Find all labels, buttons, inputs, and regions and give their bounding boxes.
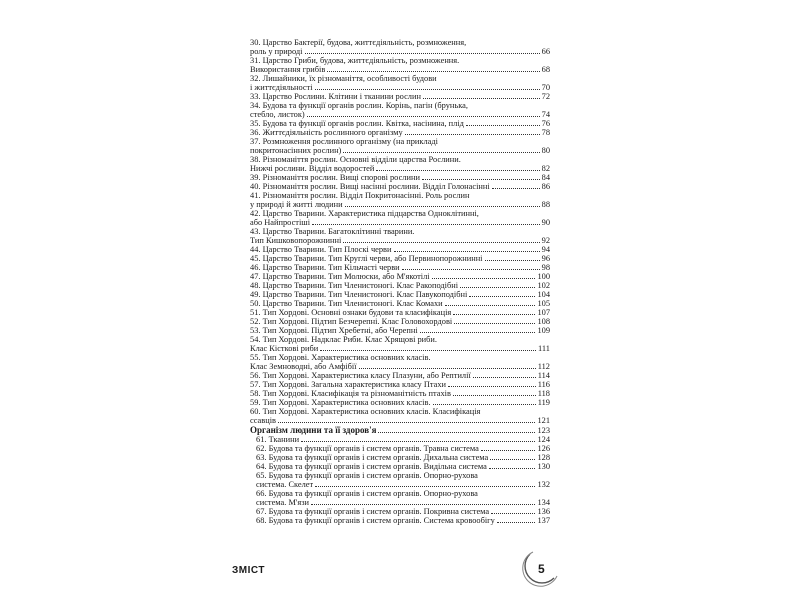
- toc-page-number: 84: [541, 173, 550, 182]
- toc-page-number: 108: [537, 317, 550, 326]
- toc-page-number: 100: [537, 272, 550, 281]
- toc-entry-title: 39. Різноманіття рослин. Вищі спорові рослини: [250, 173, 420, 182]
- page-number: 5: [538, 562, 545, 576]
- toc-page-number: 80: [541, 146, 550, 155]
- toc-page-number: 98: [541, 263, 550, 272]
- toc-page-number: 111: [538, 344, 550, 353]
- toc-entry-title: Використання грибів: [250, 65, 326, 74]
- toc-page-number: 136: [537, 507, 550, 516]
- toc-entry: [250, 299, 550, 308]
- toc-entry-title: 68. Будова та функції органів і систем органів. Система кровообігу: [256, 516, 495, 525]
- toc-entry: [250, 47, 550, 56]
- toc-page-number: 96: [541, 254, 550, 263]
- toc-page-number: 116: [537, 380, 550, 389]
- toc-page-number: 82: [541, 164, 550, 173]
- toc-entry: [250, 308, 550, 317]
- toc-page-number: 70: [541, 83, 550, 92]
- toc-entry-title: 51. Тип Хордові. Основні ознаки будови та класифікація: [250, 308, 452, 317]
- toc-entry-title: система. М'язи: [256, 498, 310, 507]
- toc-entry-title: Клас Кісткові риби: [250, 344, 319, 353]
- toc-entry: [250, 200, 550, 209]
- toc-entry-title: 47. Царство Тварини. Тип Молюски, або М'якотілі: [250, 272, 430, 281]
- toc-entry-line: 34. Будова та функції органів рослин. Корінь, пагін (брунька,: [250, 101, 468, 110]
- dot-leader: [497, 522, 536, 523]
- dot-leader: [448, 386, 536, 387]
- toc-entry: [250, 182, 550, 191]
- toc-page-number: 126: [537, 444, 550, 453]
- toc-entry-title: стебло, листок): [250, 110, 305, 119]
- toc-entry: [250, 344, 550, 353]
- toc-entry-title: 48. Царство Тварини. Тип Членистоногі. Клас Ракоподібні: [250, 281, 459, 290]
- toc-entry: [250, 83, 550, 92]
- toc-entry-line: 42. Царство Тварини. Характеристика підцарства Одноклітинні,: [250, 209, 479, 218]
- toc-entry: [250, 146, 550, 155]
- toc-page-number: 118: [537, 389, 550, 398]
- toc-entry-title: Тип Кишковопорожнинні: [250, 236, 342, 245]
- toc-entry: [250, 507, 550, 516]
- toc-page-number: 114: [537, 371, 550, 380]
- dot-leader: [327, 71, 539, 72]
- toc-entry-title: 67. Будова та функції органів і систем органів. Покривна система: [256, 507, 490, 516]
- toc-entry-title: у природі й житті людини: [250, 200, 343, 209]
- toc-entry: [250, 272, 550, 281]
- toc-page-number: 88: [541, 200, 550, 209]
- toc-entry-title: 36. Життєдіяльність рослинного організму: [250, 128, 403, 137]
- dot-leader: [315, 89, 540, 90]
- toc-entry-title: Клас Земноводні, або Амфібії: [250, 362, 357, 371]
- toc-page-number: 66: [541, 47, 550, 56]
- toc-entry-title: 33. Царство Рослини. Клітини і тканини рослин: [250, 92, 421, 101]
- dot-leader: [345, 206, 540, 207]
- toc-page-number: 130: [537, 462, 550, 471]
- dot-leader: [311, 504, 535, 505]
- toc-page-number: 107: [537, 308, 550, 317]
- toc-entry: [250, 462, 550, 471]
- toc-entry: [250, 254, 550, 263]
- toc-entry: [250, 389, 550, 398]
- toc-section-heading: [250, 425, 550, 435]
- toc-page-number: 78: [541, 128, 550, 137]
- dot-leader: [320, 350, 536, 351]
- toc-entry-title: Організм людини та її здоров'я: [250, 425, 377, 435]
- dot-leader: [422, 179, 540, 180]
- toc-entry-title: 35. Будова та функції органів рослин. Квітка, насінина, плід: [250, 119, 464, 128]
- dot-leader: [453, 395, 536, 396]
- toc-entry: [250, 371, 550, 380]
- toc-page-number: 90: [541, 218, 550, 227]
- toc-entry: [250, 263, 550, 272]
- dot-leader: [402, 269, 540, 270]
- toc-entry: [250, 317, 550, 326]
- toc-entry: [250, 516, 550, 525]
- toc-entry-title: 61. Тканини: [256, 435, 300, 444]
- toc-entry-title: роль у природі: [250, 47, 303, 56]
- dot-leader: [376, 170, 539, 171]
- dot-leader: [485, 260, 540, 261]
- toc-entry: [250, 218, 550, 227]
- toc-entry-title: 57. Тип Хордові. Загальна характеристика класу Птахи: [250, 380, 447, 389]
- dot-leader: [445, 305, 536, 306]
- dot-leader: [481, 450, 536, 451]
- toc-entry: [250, 453, 550, 462]
- toc-page-number: 119: [537, 398, 550, 407]
- toc-page-number: 105: [537, 299, 550, 308]
- toc-entry-title: 58. Тип Хордові. Класифікація та різноманітність птахів: [250, 389, 451, 398]
- toc-entry-line: 37. Розмноження рослинного організму (на прикладі: [250, 137, 438, 146]
- toc-entry-line: 31. Царство Гриби, будова, життєдіяльність, розмноження.: [250, 56, 460, 65]
- toc-entry-line: 65. Будова та функції органів і систем органів. Опорно-рухова: [256, 471, 478, 480]
- toc-entry-line: 30. Царство Бактерії, будова, життєдіяльність, розмноження,: [250, 38, 467, 47]
- toc-page-number: 104: [537, 290, 550, 299]
- dot-leader: [469, 296, 535, 297]
- toc-entry-title: покритонасінних рослин): [250, 146, 342, 155]
- toc-entry: [250, 173, 550, 182]
- dot-leader: [312, 224, 540, 225]
- dot-leader: [420, 332, 536, 333]
- toc-page-number: 92: [541, 236, 550, 245]
- toc-entry-line: 32. Лишайники, їх різноманіття, особливості будови: [250, 74, 437, 83]
- dot-leader: [305, 53, 540, 54]
- toc-entry: [250, 398, 550, 407]
- table-of-contents: [250, 38, 550, 525]
- dot-leader: [423, 98, 540, 99]
- toc-page-number: 124: [537, 435, 550, 444]
- toc-entry-line: 55. Тип Хордові. Характеристика основних класів.: [250, 353, 431, 362]
- dot-leader: [473, 377, 536, 378]
- toc-entry: [250, 444, 550, 453]
- toc-page-number: 137: [537, 516, 550, 525]
- toc-entry-title: 50. Царство Тварини. Тип Членистоногі. Клас Комахи: [250, 299, 443, 308]
- toc-entry-title: ссавців: [250, 416, 276, 425]
- dot-leader: [359, 368, 536, 369]
- toc-page-number: 132: [537, 480, 550, 489]
- toc-entry-title: або Найпростіші: [250, 218, 311, 227]
- toc-entry-title: 63. Будова та функції органів і систем органів. Дихальна система: [256, 453, 489, 462]
- dot-leader: [315, 486, 535, 487]
- toc-entry: [250, 245, 550, 254]
- toc-entry: [250, 281, 550, 290]
- dot-leader: [491, 513, 535, 514]
- toc-page-number: 123: [537, 426, 550, 435]
- dot-leader: [432, 278, 536, 279]
- toc-entry-title: 46. Царство Тварини. Тип Кільчасті черви: [250, 263, 400, 272]
- dot-leader: [301, 441, 535, 442]
- toc-entry: [250, 92, 550, 101]
- toc-entry-title: 64. Будова та функції органів і систем органів. Видільна система: [256, 462, 487, 471]
- toc-page-number: 112: [537, 362, 550, 371]
- dot-leader: [492, 188, 540, 189]
- dot-leader: [454, 323, 535, 324]
- dot-leader: [489, 468, 536, 469]
- toc-entry-line: 38. Різноманіття рослин. Основні відділи царства Рослини.: [250, 155, 461, 164]
- toc-page-number: 76: [541, 119, 550, 128]
- toc-page-number: 94: [541, 245, 550, 254]
- toc-entry: [250, 416, 550, 425]
- toc-entry-title: Нижчі рослини. Відділ водоростей: [250, 164, 375, 173]
- toc-entry-title: система. Скелет: [256, 480, 314, 489]
- dot-leader: [460, 287, 535, 288]
- toc-entry-title: 62. Будова та функції органів і систем органів. Травна система: [256, 444, 479, 453]
- dot-leader: [307, 116, 540, 117]
- toc-entry: [250, 480, 550, 489]
- footer-label: ЗМІСТ: [232, 565, 265, 576]
- toc-entry-line: 43. Царство Тварини. Багатоклітинні тварини.: [250, 227, 415, 236]
- toc-page-number: 74: [541, 110, 550, 119]
- toc-entry-title: і життєдіяльності: [250, 83, 313, 92]
- toc-entry-line: 54. Тип Хордові. Надклас Риби. Клас Хрящові риби.: [250, 335, 438, 344]
- toc-entry: [250, 164, 550, 173]
- toc-page-number: 68: [541, 65, 550, 74]
- toc-page-number: 86: [541, 182, 550, 191]
- toc-page-number: 102: [537, 281, 550, 290]
- dot-leader: [453, 314, 535, 315]
- dot-leader: [433, 404, 536, 405]
- toc-entry: [250, 290, 550, 299]
- toc-entry: [250, 380, 550, 389]
- toc-entry: [250, 498, 550, 507]
- dot-leader: [343, 152, 539, 153]
- toc-entry: [250, 119, 550, 128]
- toc-entry: [250, 362, 550, 371]
- toc-entry: [250, 236, 550, 245]
- toc-entry-title: 59. Тип Хордові. Характеристика основних класів.: [250, 398, 431, 407]
- dot-leader: [405, 134, 540, 135]
- toc-entry-title: 56. Тип Хордові. Характеристика класу Плазуни, або Рептилії: [250, 371, 471, 380]
- dot-leader: [466, 125, 540, 126]
- toc-page-number: 121: [537, 416, 550, 425]
- toc-entry-title: 44. Царство Тварини. Тип Плоскі черви: [250, 245, 392, 254]
- toc-page-number: 134: [537, 498, 550, 507]
- toc-entry-line: 66. Будова та функції органів і систем органів. Опорно-рухова: [256, 489, 478, 498]
- toc-entry-title: 40. Різноманіття рослин. Вищі насінні рослини. Відділ Голонасінні: [250, 182, 490, 191]
- toc-page-number: 128: [537, 453, 550, 462]
- dot-leader: [343, 242, 539, 243]
- toc-entry: [250, 435, 550, 444]
- toc-entry-title: 49. Царство Тварини. Тип Членистоногі. Клас Павукоподібні: [250, 290, 468, 299]
- toc-page-number: 72: [541, 92, 550, 101]
- toc-entry-line: 60. Тип Хордові. Характеристика основних класів. Класифікація: [250, 407, 481, 416]
- toc-entry-title: 53. Тип Хордові. Підтип Хребетні, або Черепні: [250, 326, 418, 335]
- toc-entry: [250, 110, 550, 119]
- toc-entry-line: 41. Різноманіття рослин. Відділ Покритонасінні. Роль рослин: [250, 191, 470, 200]
- toc-entry: [250, 65, 550, 74]
- dot-leader: [378, 432, 535, 433]
- toc-page-number: 109: [537, 326, 550, 335]
- toc-entry: [250, 128, 550, 137]
- dot-leader: [394, 251, 540, 252]
- dot-leader: [278, 422, 535, 423]
- toc-entry-title: 45. Царство Тварини. Тип Круглі черви, або Первинопорожнинні: [250, 254, 483, 263]
- toc-entry: [250, 326, 550, 335]
- toc-entry-title: 52. Тип Хордові. Підтип Безчерепні. Клас Головохордові: [250, 317, 453, 326]
- dot-leader: [490, 459, 535, 460]
